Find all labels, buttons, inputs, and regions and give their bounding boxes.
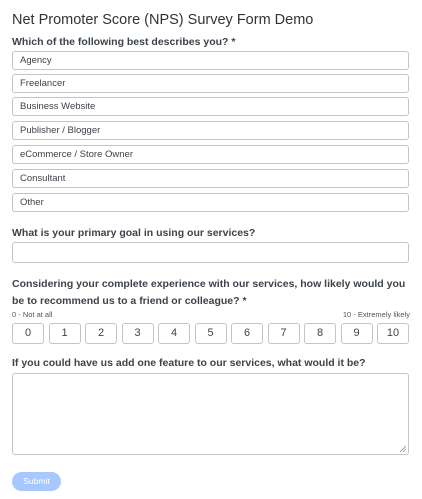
option-4[interactable]: eCommerce / Store Owner — [12, 145, 409, 164]
nps-score-button-9[interactable]: 9 — [341, 323, 373, 344]
q4-label: If you could have us add one feature to our services, what would it be? — [12, 357, 366, 369]
nps-score-button-8[interactable]: 8 — [304, 323, 336, 344]
nps-score-button-4[interactable]: 4 — [158, 323, 190, 344]
primary-goal-input[interactable] — [12, 242, 409, 263]
q3-label — [12, 276, 412, 310]
required-marker: * — [242, 295, 247, 307]
nps-score-button-6[interactable]: 6 — [231, 323, 263, 344]
scale-min-label: 0 - Not at all — [12, 310, 53, 319]
nps-score-button-10[interactable]: 10 — [377, 323, 409, 344]
option-5[interactable]: Consultant — [12, 169, 409, 188]
submit-button[interactable]: Submit — [12, 472, 61, 491]
q1-label-text: Which of the following best describes you? — [12, 36, 229, 48]
option-3[interactable]: Publisher / Blogger — [12, 121, 409, 140]
option-6[interactable]: Other — [12, 193, 409, 212]
scale-max-label: 10 - Extremely likely — [342, 310, 410, 319]
nps-score-button-3[interactable]: 3 — [122, 323, 154, 344]
nps-score-button-1[interactable]: 1 — [49, 323, 81, 344]
q3-label-text: Considering your complete experience with our services, how likely would you be to recommend us to a friend or colleague? — [12, 278, 406, 307]
option-1[interactable]: Freelancer — [12, 74, 409, 93]
required-marker: * — [231, 36, 236, 48]
nps-score-button-7[interactable]: 7 — [268, 323, 300, 344]
option-2[interactable]: Business Website — [12, 97, 409, 116]
q1-label — [12, 36, 235, 48]
nps-score-button-5[interactable]: 5 — [195, 323, 227, 344]
resize-grip-icon[interactable] — [400, 446, 406, 452]
option-0[interactable]: Agency — [12, 51, 409, 70]
form-title: Net Promoter Score (NPS) Survey Form Demo — [12, 12, 314, 28]
q2-label: What is your primary goal in using our services? — [12, 227, 256, 239]
feature-textarea[interactable] — [12, 373, 409, 455]
nps-score-button-2[interactable]: 2 — [85, 323, 117, 344]
nps-score-button-0[interactable]: 0 — [12, 323, 44, 344]
